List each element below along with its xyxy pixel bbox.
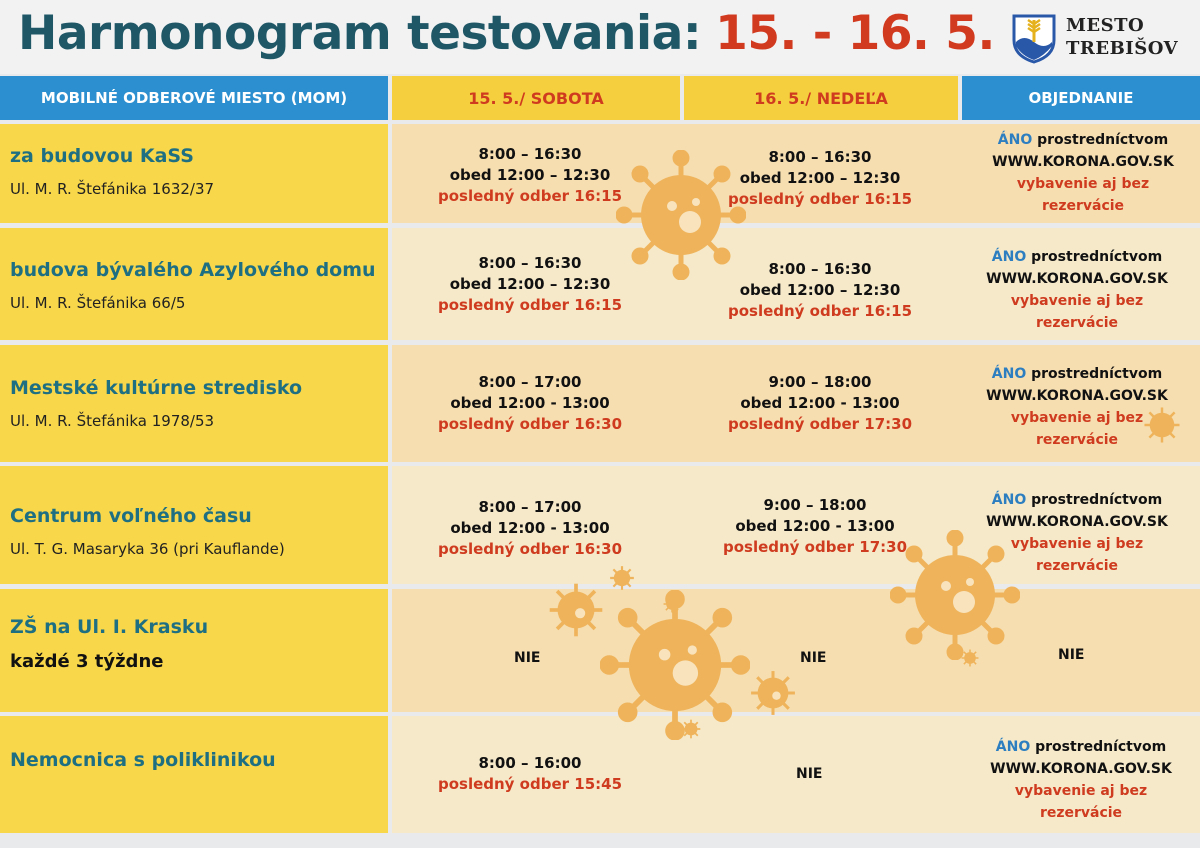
header-place: MOBILNÉ ODBEROVÉ MIESTO (MOM) (0, 76, 388, 120)
booking-note: vybavenie aj bez (1014, 783, 1148, 799)
booking-note: rezervácie (1035, 315, 1119, 331)
virus-icon (546, 580, 606, 640)
sunday-none: NIE (796, 766, 823, 782)
booking-note: rezervácie (1041, 198, 1125, 214)
booking-yes: ÁNO (997, 132, 1033, 148)
virus-icon (748, 668, 798, 718)
virus-icon (662, 594, 682, 614)
booking-via: prostredníctvom (1026, 366, 1163, 382)
place-row-6 (0, 716, 388, 833)
saturday-hours (420, 144, 640, 207)
place-name: budova bývalého Azylového domu (10, 259, 376, 281)
booking-via: prostredníctvom (1030, 739, 1167, 755)
header-sunday: 16. 5./ NEDEĽA (684, 76, 958, 120)
lunch-break: obed 12:00 – 12:30 (449, 275, 611, 293)
booking-via: prostredníctvom (1026, 492, 1163, 508)
saturday-none: NIE (514, 650, 541, 666)
place-row-1 (0, 124, 388, 223)
header-booking: OBJEDNANIE (962, 76, 1200, 120)
hours: 9:00 – 18:00 (768, 373, 872, 391)
booking-site: WWW.KORONA.GOV.SK (990, 761, 1172, 777)
coat-of-arms-icon (1010, 12, 1058, 64)
hours: 8:00 – 16:00 (478, 754, 582, 772)
lunch-break: obed 12:00 - 13:00 (735, 517, 895, 535)
hours: 8:00 – 16:30 (768, 260, 872, 278)
place-name: za budovou KaSS (10, 145, 194, 167)
last-sample: posledný odber 15:45 (437, 775, 623, 793)
saturday-hours (420, 372, 640, 435)
place-row-5 (0, 589, 388, 712)
hours: 8:00 – 16:30 (768, 148, 872, 166)
place-name: Centrum voľného času (10, 505, 252, 527)
place-address: Ul. M. R. Štefánika 66/5 (10, 294, 186, 312)
hours: 8:00 – 17:00 (478, 498, 582, 516)
page-title (18, 6, 995, 61)
booking-note: rezervácie (1035, 558, 1119, 574)
place-row-3 (0, 345, 388, 462)
booking-note: vybavenie aj bez (1016, 176, 1150, 192)
virus-icon (680, 718, 702, 740)
sunday-hours (710, 372, 930, 435)
booking-note: rezervácie (1035, 432, 1119, 448)
booking-none: NIE (1058, 647, 1085, 663)
place-name: Mestské kultúrne stredisko (10, 377, 303, 399)
last-sample: posledný odber 16:30 (437, 540, 623, 558)
place-address: Ul. M. R. Štefánika 1978/53 (10, 412, 215, 430)
place-row-4 (0, 466, 388, 584)
sunday-hours (710, 259, 930, 322)
hours: 8:00 – 16:30 (478, 254, 582, 272)
sunday-none: NIE (800, 650, 827, 666)
last-sample: posledný odber 16:15 (727, 302, 913, 320)
place-frequency: každé 3 týždne (10, 651, 164, 672)
booking-site: WWW.KORONA.GOV.SK (992, 154, 1174, 170)
place-name: Nemocnica s poliklinikou (10, 749, 276, 771)
booking-info (966, 736, 1196, 824)
saturday-hours (420, 753, 640, 795)
last-sample: posledný odber 16:15 (437, 296, 623, 314)
place-row-2 (0, 228, 388, 340)
booking-site: WWW.KORONA.GOV.SK (986, 514, 1168, 530)
lunch-break: obed 12:00 - 13:00 (450, 519, 610, 537)
hours: 8:00 – 17:00 (478, 373, 582, 391)
saturday-hours (420, 253, 640, 316)
virus-icon (608, 564, 636, 592)
place-address: Ul. T. G. Masaryka 36 (pri Kauflande) (10, 540, 285, 558)
booking-info (968, 129, 1198, 217)
booking-yes: ÁNO (991, 249, 1027, 265)
booking-yes: ÁNO (991, 492, 1027, 508)
hours: 9:00 – 18:00 (763, 496, 867, 514)
booking-via: prostredníctvom (1032, 132, 1169, 148)
booking-note: vybavenie aj bez (1010, 536, 1144, 552)
booking-yes: ÁNO (991, 366, 1027, 382)
place-name: ZŠ na Ul. I. Krasku (10, 616, 209, 638)
logo-line-1: MESTO (1066, 15, 1145, 36)
booking-info (962, 363, 1192, 451)
last-sample: posledný odber 16:30 (437, 415, 623, 433)
lunch-break: obed 12:00 – 12:30 (739, 169, 901, 187)
last-sample: posledný odber 16:15 (727, 190, 913, 208)
last-sample: posledný odber 16:15 (437, 187, 623, 205)
booking-note: vybavenie aj bez (1010, 293, 1144, 309)
header-saturday: 15. 5./ SOBOTA (392, 76, 680, 120)
place-address: Ul. M. R. Štefánika 1632/37 (10, 180, 215, 198)
saturday-hours (420, 497, 640, 560)
lunch-break: obed 12:00 – 12:30 (449, 166, 611, 184)
sunday-hours (710, 147, 930, 210)
booking-info (962, 489, 1192, 577)
title-dates: 15. - 16. 5. (715, 6, 995, 61)
booking-site: WWW.KORONA.GOV.SK (986, 271, 1168, 287)
hours: 8:00 – 16:30 (478, 145, 582, 163)
logo-line-2: TREBIŠOV (1066, 38, 1179, 59)
lunch-break: obed 12:00 – 12:30 (739, 281, 901, 299)
title-text: Harmonogram testovania: (18, 6, 702, 61)
booking-yes: ÁNO (995, 739, 1031, 755)
lunch-break: obed 12:00 - 13:00 (740, 394, 900, 412)
lunch-break: obed 12:00 - 13:00 (450, 394, 610, 412)
booking-note: vybavenie aj bez (1010, 410, 1144, 426)
city-logo (1010, 10, 1190, 66)
booking-info (962, 246, 1192, 334)
virus-icon (960, 648, 980, 668)
last-sample: posledný odber 17:30 (727, 415, 913, 433)
booking-note: rezervácie (1039, 805, 1123, 821)
booking-site: WWW.KORONA.GOV.SK (986, 388, 1168, 404)
sunday-hours (705, 495, 925, 558)
last-sample: posledný odber 17:30 (722, 538, 908, 556)
booking-via: prostredníctvom (1026, 249, 1163, 265)
